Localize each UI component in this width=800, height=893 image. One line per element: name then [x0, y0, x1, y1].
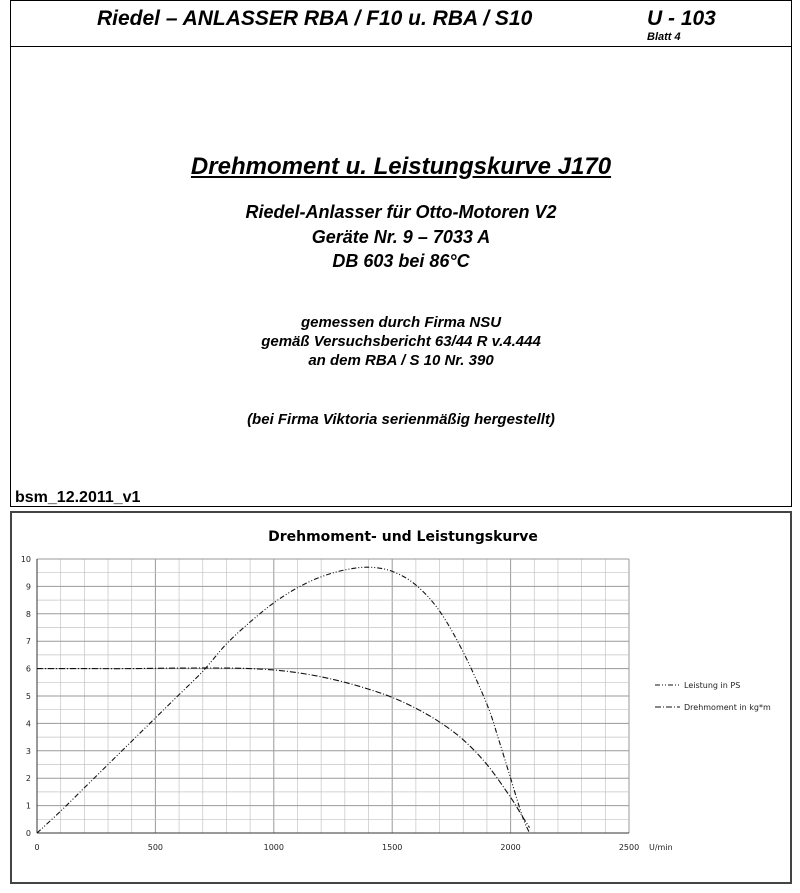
chart-grid	[37, 559, 629, 833]
y-tick-label: 2	[25, 774, 31, 784]
series-line-1	[37, 668, 530, 828]
chart-title: Drehmoment- und Leistungskurve	[268, 529, 538, 545]
measurement-line-3: an dem RBA / S 10 Nr. 390	[308, 352, 494, 369]
document-code: U - 103	[647, 7, 716, 30]
y-tick-label: 9	[25, 582, 31, 592]
measurement-line-2: gemäß Versuchsbericht 63/44 R v.4.444	[261, 333, 541, 350]
y-tick-label: 0	[25, 829, 31, 838]
subtitle-line-2: Geräte Nr. 9 – 7033 A	[311, 227, 491, 247]
x-axis-label: U/min	[649, 843, 673, 852]
legend-label-0: Leistung in PS	[684, 681, 741, 690]
chart-series	[37, 567, 530, 833]
y-tick-label: 5	[25, 692, 31, 701]
document-header	[11, 1, 791, 47]
x-tick-label: 2500	[618, 843, 640, 852]
y-tick-label: 10	[20, 555, 31, 564]
y-tick-label: 4	[25, 719, 31, 729]
y-tick-label: 1	[25, 801, 31, 811]
subtitle-line-3: DB 603 bei 86°C	[332, 251, 470, 271]
sheet-number: Blatt 4	[647, 31, 681, 43]
chart-panel	[10, 511, 792, 884]
chart-legend	[655, 681, 771, 712]
main-title: Drehmoment u. Leistungskurve J170	[190, 153, 612, 180]
chart-axes	[21, 555, 639, 852]
y-tick-label: 3	[25, 746, 31, 756]
document-page	[10, 0, 792, 507]
header-title: Riedel – ANLASSER RBA / F10 u. RBA / S10	[97, 7, 533, 30]
y-tick-label: 8	[25, 609, 31, 619]
chart-svg	[12, 513, 790, 882]
y-tick-label: 6	[25, 664, 31, 674]
subtitle-line-1: Riedel-Anlasser für Otto-Motoren V2	[245, 202, 557, 222]
x-tick-label: 0	[34, 843, 40, 852]
legend-label-1: Drehmoment in kg*m	[684, 703, 771, 712]
y-tick-label: 7	[25, 637, 31, 647]
version-footnote: bsm_12.2011_v1	[15, 489, 141, 506]
x-tick-label: 500	[147, 843, 164, 852]
x-tick-label: 2000	[500, 843, 521, 852]
x-tick-label: 1000	[263, 843, 284, 852]
series-line-0	[37, 567, 530, 833]
measurement-line-1: gemessen durch Firma NSU	[300, 314, 502, 331]
production-note: (bei Firma Viktoria serienmäßig hergestellt)	[247, 411, 555, 428]
x-tick-label: 1500	[382, 843, 403, 852]
